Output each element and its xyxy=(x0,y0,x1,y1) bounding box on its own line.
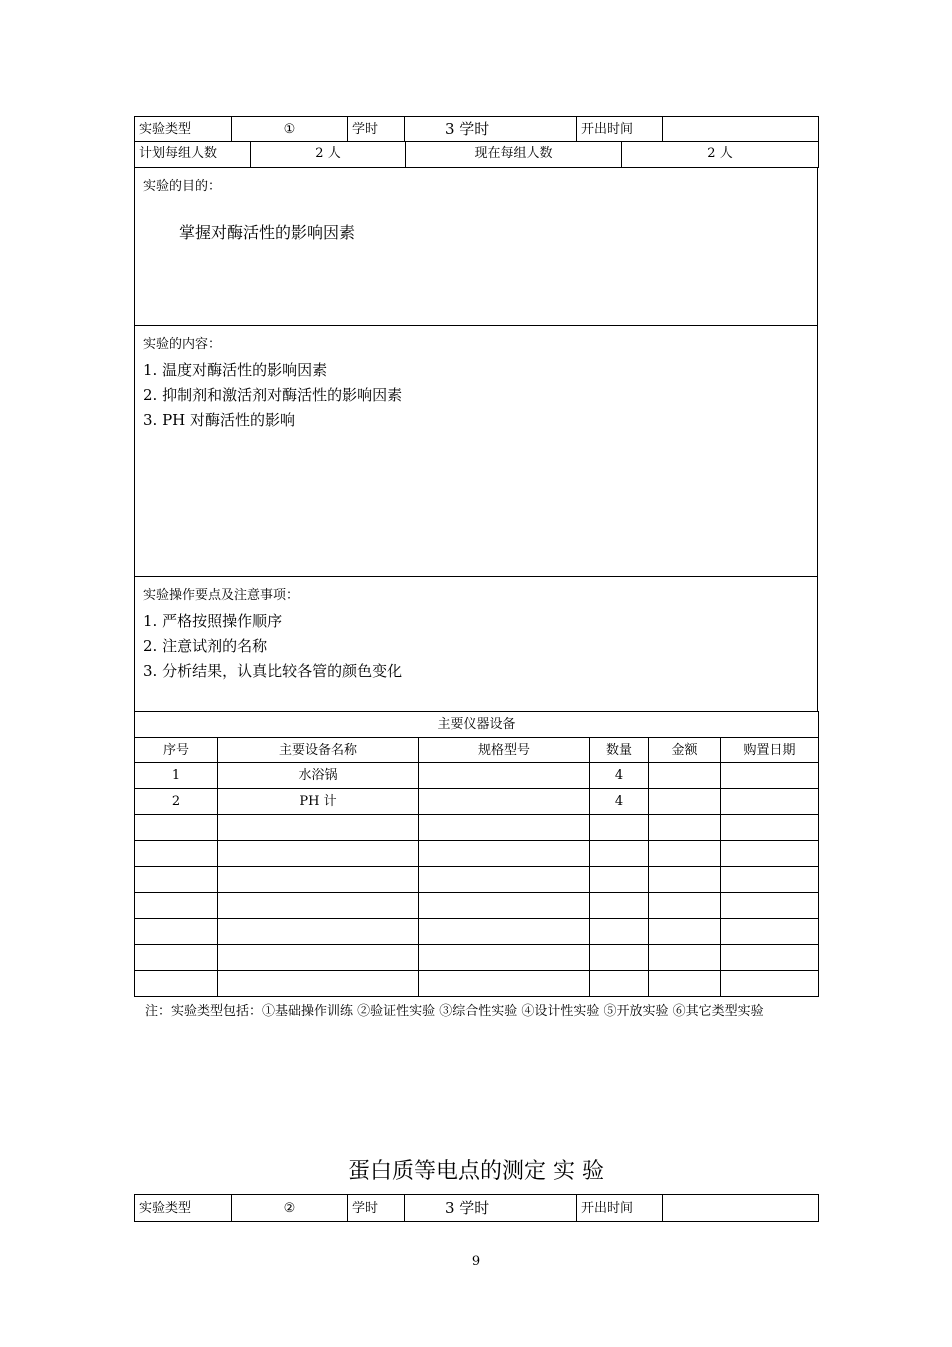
current-group-label: 现在每组人数 xyxy=(406,141,622,167)
hours-value: 3 学时 xyxy=(405,117,577,142)
page-number: 9 xyxy=(471,1254,481,1269)
equipment-title: 主要仪器设备 xyxy=(135,712,819,738)
cell-quantity: 4 xyxy=(590,763,649,789)
purpose-label: 实验的目的： xyxy=(143,179,222,194)
content-item: 3. PH 对酶活性的影响 xyxy=(143,411,296,429)
header-amount: 金额 xyxy=(649,738,721,763)
header-quantity: 数量 xyxy=(590,738,649,763)
cell-purchase-date xyxy=(721,789,819,815)
notes-item: 2. 注意试剂的名称 xyxy=(143,637,268,655)
start-time-value xyxy=(663,117,819,142)
hours-label: 学时 xyxy=(348,117,405,142)
table-row xyxy=(135,763,819,789)
notes-item: 1. 严格按照操作顺序 xyxy=(143,612,283,630)
start-time-label: 开出时间 xyxy=(577,1195,663,1222)
table-row-empty xyxy=(135,971,819,997)
cell-amount xyxy=(649,763,721,789)
content-item: 1. 温度对酶活性的影响因素 xyxy=(143,361,328,379)
next-experiment-title: 蛋白质等电点的测定 实 验 xyxy=(348,1159,604,1184)
cell-index: 2 xyxy=(135,789,218,815)
type-value: ② xyxy=(232,1195,348,1222)
type-label: 实验类型 xyxy=(135,117,232,142)
footnote: 注：实验类型包括：①基础操作训练 ②验证性实验 ③综合性实验 ④设计性实验 ⑤开放实验 ⑥其它类型实验 xyxy=(145,1004,764,1019)
content-section xyxy=(134,325,818,577)
table-row-empty xyxy=(135,919,819,945)
equipment-table xyxy=(134,711,819,997)
table-row-empty xyxy=(135,893,819,919)
header-model: 规格型号 xyxy=(419,738,590,763)
plan-group-value: 2 人 xyxy=(251,141,406,167)
header-purchase-date: 购置日期 xyxy=(721,738,819,763)
notes-label: 实验操作要点及注意事项： xyxy=(143,588,300,603)
start-time-label: 开出时间 xyxy=(577,117,663,142)
info-table-row1 xyxy=(134,116,819,142)
cell-model xyxy=(419,789,590,815)
plan-group-label: 计划每组人数 xyxy=(135,141,251,167)
table-row xyxy=(135,789,819,815)
info-table-next xyxy=(134,1194,819,1222)
cell-amount xyxy=(649,789,721,815)
purpose-text: 掌握对酶活性的影响因素 xyxy=(179,223,356,242)
purpose-section xyxy=(134,167,818,326)
cell-model xyxy=(419,763,590,789)
start-time-value xyxy=(663,1195,819,1222)
hours-value: 3 学时 xyxy=(405,1195,577,1222)
notes-item: 3. 分析结果，认真比较各管的颜色变化 xyxy=(143,662,403,680)
type-value: ① xyxy=(232,117,348,142)
cell-name: 水浴锅 xyxy=(218,763,419,789)
type-label: 实验类型 xyxy=(135,1195,232,1222)
cell-quantity: 4 xyxy=(590,789,649,815)
header-name: 主要设备名称 xyxy=(218,738,419,763)
table-row-empty xyxy=(135,945,819,971)
cell-index: 1 xyxy=(135,763,218,789)
content-item: 2. 抑制剂和激活剂对酶活性的影响因素 xyxy=(143,386,403,404)
current-group-value: 2 人 xyxy=(622,141,819,167)
info-table-row2 xyxy=(134,141,819,168)
cell-name: PH 计 xyxy=(218,789,419,815)
table-row-empty xyxy=(135,841,819,867)
header-index: 序号 xyxy=(135,738,218,763)
hours-label: 学时 xyxy=(348,1195,405,1222)
notes-section xyxy=(134,576,818,712)
content-label: 实验的内容： xyxy=(143,337,222,352)
table-row-empty xyxy=(135,815,819,841)
table-row-empty xyxy=(135,867,819,893)
cell-purchase-date xyxy=(721,763,819,789)
